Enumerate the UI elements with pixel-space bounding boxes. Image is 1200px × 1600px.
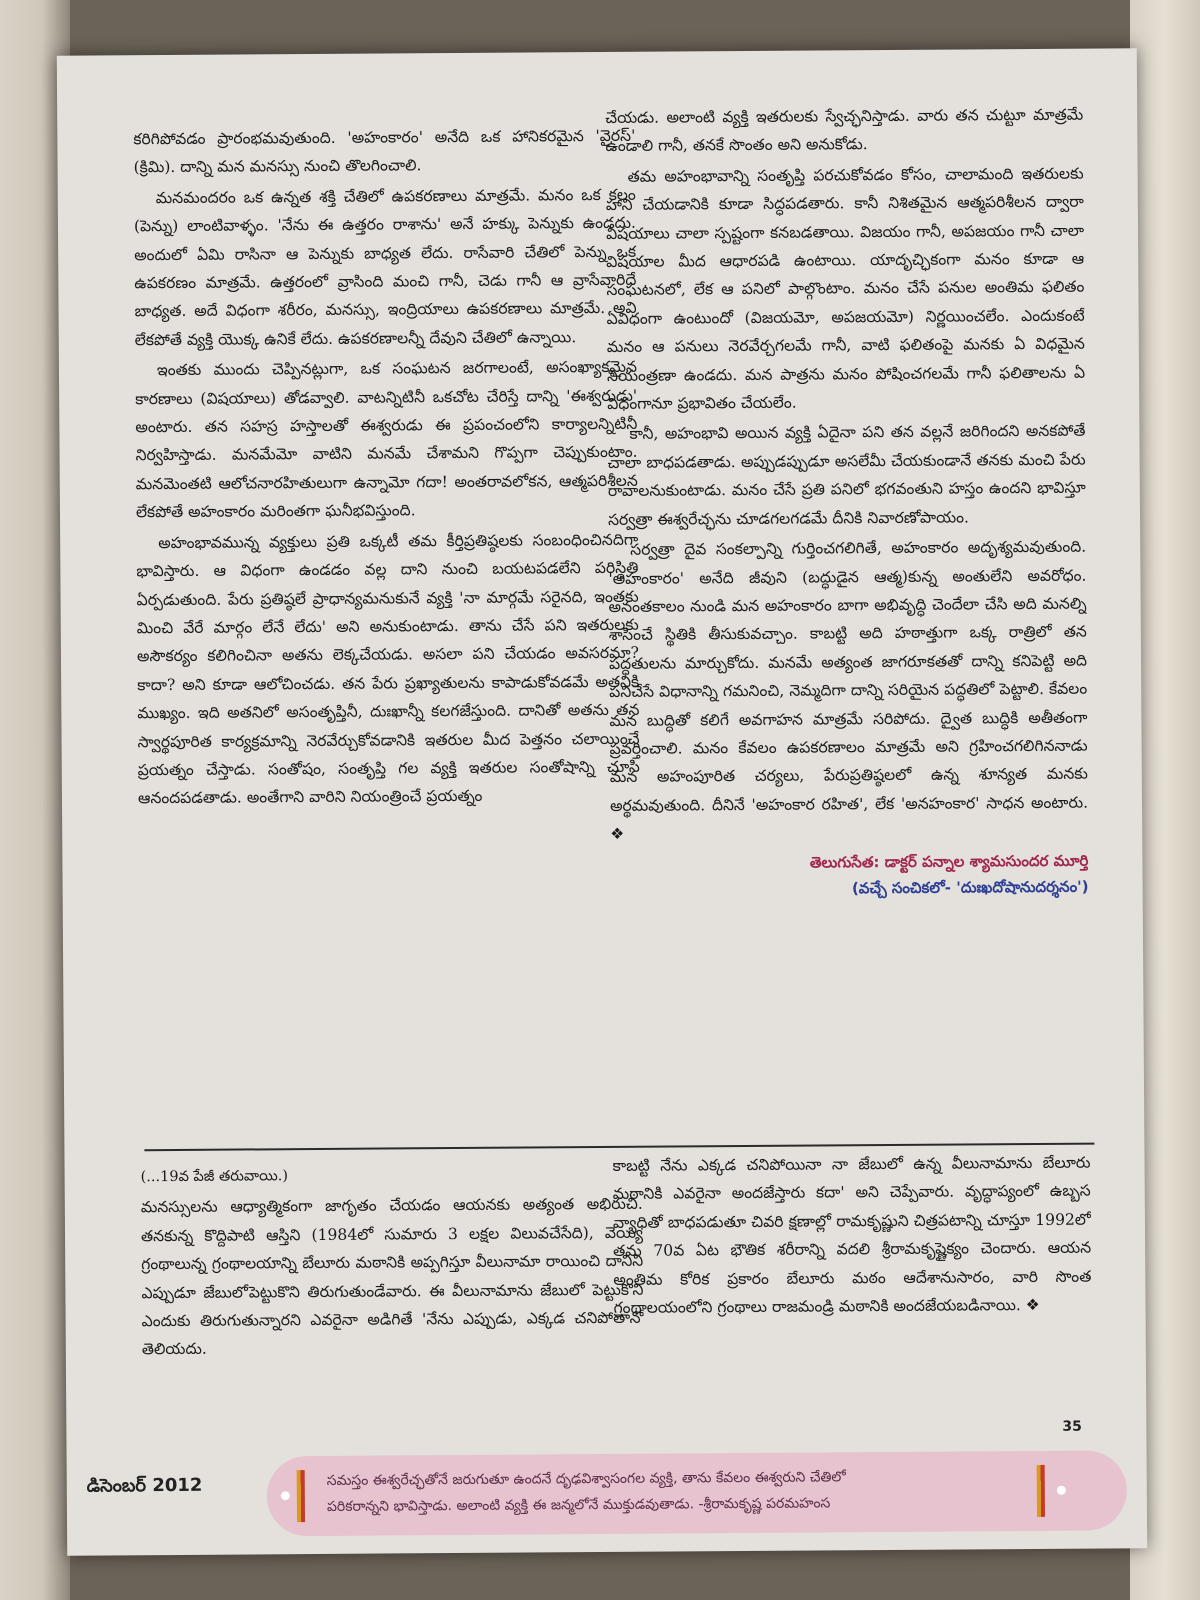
page-number: 35 (1062, 1418, 1082, 1435)
right-text-column (605, 101, 1090, 1114)
paragraph: కరిగిపోవడం ప్రారంభమవుతుంది. 'అహంకారం' అనేది ఒక హానికరమైన 'వైరస్' (క్రిమి). దాన్ని మన మనస్సు నుంచి తొలగించాలి. (133, 126, 636, 177)
paragraph: తమ అహంభావాన్ని సంతృప్తి పరచుకోవడం కోసం, చాలామంది ఇతరులకు హాని చేయడానికి కూడా సిద్ధపడతారు. కానీ నిశితమైన ఆత్మపరిశీలన ద్వారా విషయాలు చాలా స్పష్టంగా కనబడతాయి. విజయం గానీ, అపజయం గానీ చాలా విషయాల మీద ఆధారపడి ఉంటాయి. యాదృచ్ఛికంగా మనం కూడా ఆ సంఘటనలో, లేక ఆ పనిలో పాల్గొంటాం. మనం చేసే పనుల అంతిమ ఫలితం ఏవిధంగా ఉంటుందో (విజయమో, అపజయమో) నిర్ణయించలేం. ఎందుకంటే మనం ఆ పనులు నెరవేర్చగలమే గానీ, వాటి ఫలితంపై మనకు ఏ విధమైన నియంత్రణా ఉండదు. మన పాత్రను మనం పోషించగలమే గానీ ఫలితాలను ఏ విధంగానూ ప్రభావితం చేయలేం. (605, 164, 1086, 414)
footer-quote-line: పరికరాన్నని భావిస్తాడు. అలాంటి వ్యక్తి ఈ జన్మలోనే ముక్తుడవుతాడు. -శ్రీరామకృష్ణ పరమహంస (326, 1495, 831, 1515)
footer-quote-line: సమస్తం ఈశ్వరేచ్ఛతోనే జరుగుతూ ఉందనే దృఢవిశ్వాసంగల వ్యక్తి, తాను కేవలం ఈశ్వరుని చేతిలో (326, 1469, 846, 1489)
paragraph: కాబట్టి నేను ఎక్కడ చనిపోయినా నా జేబులో ఉన్న వీలునామాను బేలూరు మఠానికి ఎవరైనా అందజేస్తారు కదా' అని చెప్పేవారు. వృద్ధాప్యంలో ఉబ్బస వ్యాధితో బాధపడుతూ చివరి క్షణాల్లో రామకృష్ణుని చిత్రపటాన్ని చూస్తూ 1992లో తమ 70వ ఏట భౌతిక శరీరాన్ని వదలి శ్రీరామకృష్ణైక్యం చెందారు. ఆయన అంతిమ కోరిక ప్రకారం బేలూరు మఠం ఆదేశానుసారం, వారి సొంత గ్రంథాలయంలోని గ్రంథాలు రాజమండ్రి మఠానికి అందజేయబడినాయి. ❖ (612, 1153, 1092, 1317)
continued-right-column (612, 1149, 1092, 1452)
continued-left-column (141, 1160, 645, 1463)
paragraph: చేయడు. అలాంటి వ్యక్తి ఇతరులకు స్వేచ్ఛనిస్తాడు. వారు తన చుట్టూ మాత్రమే ఉండాలి గానీ, తనకే సొంతం అని అనుకోడు. (605, 105, 1084, 156)
paragraph: మనమందరం ఒక ఉన్నత శక్తి చేతిలో ఉపకరణాలు మాత్రమే. మనం ఒక కలం (పెన్ను) లాంటివాళ్ళం. 'నేను ఈ ఉత్తరం రాశాను' అనే హక్కు పెన్నుకు ఉండదు. అందులో ఏమి రాసినా ఆ పెన్నుకు బాధ్యత లేదు. రాసేవారి చేతిలో పెన్ను ఒక ఉపకరణం మాత్రమే. ఉత్తరంలో వ్రాసింది మంచి గానీ, చెడు గానీ ఆ వ్రాసేవారిదే బాధ్యత. అదే విధంగా శరీరం, మనస్సు, ఇంద్రియాలు ఉపకరణాలు మాత్రమే. అవి లేకపోతే వ్యక్తి యొక్క ఉనికే లేదు. ఉపకరణాలన్నీ దేవుని చేతిలో ఉన్నాయి. (133, 185, 637, 350)
issue-month: డిసెంబర్ 2012 (86, 1474, 203, 1497)
paragraph: అహంభావమున్న వ్యక్తులు ప్రతి ఒక్కటీ తమ కీర్తిప్రతిష్ఠలకు సంబంధించినదిగా భావిస్తారు. ఆ విధంగా ఉండడం వల్ల దాని నుంచి బయటపడలేని పరిస్థితి ఏర్పడుతుంది. పేరు ప్రతిష్ఠలే ప్రాధాన్యమనుకునే వ్యక్తి 'నా మార్గమే సరైనది, ఇంతకు మించి వేరే మార్గం లేనే లేదు' అని అనుకుంటాడు. తాను చేసే పని ఇతరులకు అసౌకర్యం కలిగించినా అతను లెక్కచేయడు. అసలా పని చేయడం అవసరమా? కాదా? అని కూడా ఆలోచించడు. తన పేరు ప్రఖ్యాతులను కాపాడుకోవడమే అతనికి ముఖ్యం. ఇది అతనిలో అసంతృప్తినీ, దుఃఖాన్నీ కలగజేస్తుంది. దానితో అతను తన స్వార్థపూరిత కార్యక్రమాన్ని నెరవేర్చుకోవడానికి ఇతరుల మీద పెత్తనం చలాయించే ప్రయత్నం చేస్తాడు. సంతోషం, సంతృప్తి గల వ్యక్తి ఇతరుల సంతోషాన్ని చూసి ఆనందపడతాడు. అంతేగాని వారిని నియంత్రించే ప్రయత్నం (136, 530, 640, 808)
decorative-bar-icon (297, 1470, 305, 1522)
paragraph: మనస్సులను ఆధ్యాత్మికంగా జాగృతం చేయడం ఆయనకు అత్యంత అభిరుచి. తనకున్న కొద్దిపాటి ఆస్తిని (1984లో సుమారు 3 లక్షల విలువచేసేది), వెయ్యి గ్రంథాలున్న గ్రంథాలయాన్ని బేలూరు మఠానికి అప్పగిస్తూ వీలునామా రాయించి దానిని ఎప్పుడూ జేబులోపెట్టుకొని తిరుగుతుండేవారు. ఈ వీలునామాను జేబులో పెట్టుకొని ఎందుకు తిరుగుతున్నారని ఎవరైనా అడిగితే 'నేను ఎప్పుడు, ఎక్కడ చనిపోతానో తెలియదు. (140, 1195, 644, 1359)
paragraph: కానీ, అహంభావి అయిన వ్యక్తి ఏదైనా పని తన వల్లనే జరిగిందని అనకపోతే చాలా బాధపడతాడు. అప్పుడప్పుడూ అసలేమీ చేయకుండానే తనకు మంచి పేరు రావాలనుకుంటాడు. మనం చేసే ప్రతి పనిలో భగవంతుని హస్తం ఉందని భావిస్తూ సర్వత్రా ఈశ్వరేచ్ఛను చూడగలగడమే దీనికి నివారణోపాయం. (607, 422, 1086, 529)
left-text-column (133, 122, 642, 1145)
magazine-page (57, 48, 1147, 1556)
next-issue-note: (వచ్చే సంచికలో- 'దుఃఖదోషానుదర్శనం') (851, 877, 1089, 897)
footer-quote-band (267, 1450, 1128, 1536)
paragraph: ఇంతకు ముందు చెప్పినట్లుగా, ఒక సంఘటన జరగాలంటే, అసంఖ్యాకమైన కారణాలు (విషయాలు) తోడవ్వాలి. వాటన్నిటినీ ఒకచోట చేరిస్తే దాన్ని 'ఈశ్వరుడు' అంటారు. తన సహస్ర హస్తాలతో ఈశ్వరుడు ఈ ప్రపంచంలోని కార్యాలన్నిటినీ నిర్వహిస్తాడు. మనమేమో వాటిని మనమే చేశామని గొప్పగా చెప్పుకుంటాం. మనమెంతటి ఆలోచనారహితులుగా ఉన్నామో గదా! అంతరావలోకన, ఆత్మపరిశీలన లేకపోతే అహంకారం మరింతగా ఘనీభవిస్తుంది. (135, 357, 638, 522)
decorative-bar-icon (1037, 1465, 1045, 1517)
bullet-dot-icon (1057, 1486, 1066, 1495)
bullet-dot-icon (281, 1491, 290, 1500)
paragraph: సర్వత్రా దైవ సంకల్పాన్ని గుర్తించగలిగితే, అహంకారం అదృశ్యమవుతుంది. 'అహంకారం' అనేది జీవుని (బద్ధుడైన ఆత్మ)కున్న అంతులేని అవరోధం. అనంతకాలం నుండి మన అహంకారం బాగా అభివృద్ధి చెందేలా చేసి అది మనల్ని శాసించే స్థితికి తీసుకువచ్చాం. కాబట్టి అది హఠాత్తుగా ఒక్క రాత్రిలో తన పద్ధతులను మార్చుకోదు. మనమే అత్యంత జాగరూకతతో దాన్ని కనిపెట్టి అది పనిచేసే విధానాన్ని గమనించి, నెమ్మదిగా దాన్ని సరియైన పద్ధతిలో పెట్టాలి. కేవలం మన బుద్ధితో కలిగే అవగాహన మాత్రమే సరిపోదు. ద్వైత బుద్ధికి అతీతంగా ప్రవర్తించాలి. మనం కేవలం ఉపకరణాలం మాత్రమే అని గ్రహించగలిగిననాడు మన అహంపూరిత చర్యలు, పేరుప్రతిష్ఠలలో ఉన్న శూన్యత మనకు అర్థమవుతుంది. దీనినే 'అహంకార రహిత', లేక 'అనహంకార' సాధన అంటారు. ❖ (608, 537, 1089, 844)
footer-quote (327, 1463, 1017, 1520)
continued-label: (...19వ పేజీ తరువాయి.) (140, 1168, 289, 1186)
translator-credit: తెలుగుసేత: డాక్టర్ పన్నాల శ్యామసుందర మూర్తి (809, 851, 1089, 872)
